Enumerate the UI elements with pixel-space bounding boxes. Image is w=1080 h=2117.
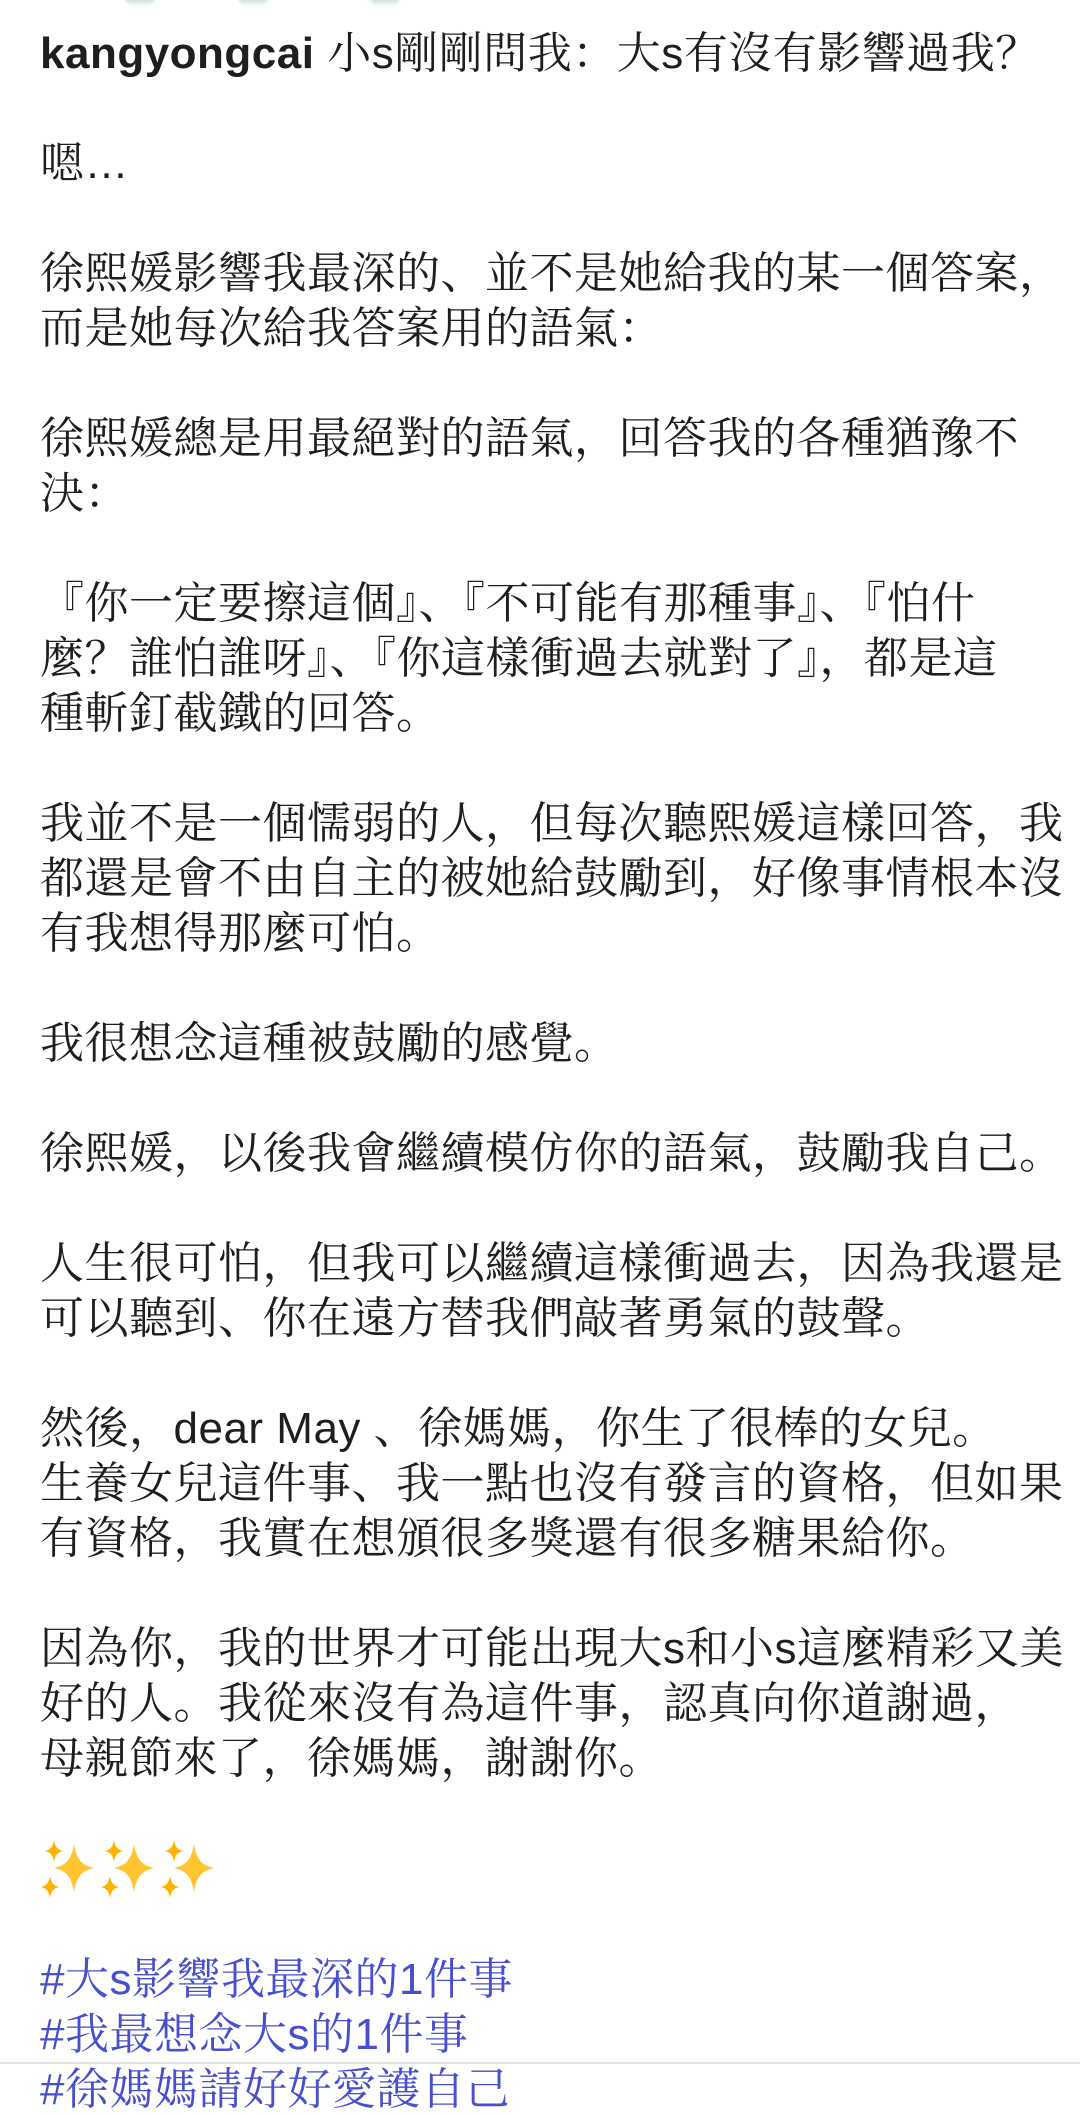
caption-text-line: 生養女兒這件事、我一點也沒有發言的資格，但如果 <box>40 1459 1064 1508</box>
caption-text-line: 可以聽到、你在遠方替我們敲著勇氣的鼓聲。 <box>40 1294 930 1343</box>
caption-text-line: 嗯… <box>40 139 129 188</box>
caption-paragraph <box>40 1621 1064 1786</box>
caption-text-line: 『你一定要擦這個』、『不可能有那種事』、『怕什 <box>40 579 976 628</box>
caption-paragraph <box>40 1126 1064 1181</box>
cutoff-emoji-remnant <box>40 0 1050 10</box>
cutoff-emoji-remnant-1 <box>125 0 155 6</box>
sparkles-icon <box>40 1838 98 1900</box>
caption-paragraph <box>40 246 1064 356</box>
caption-text-line: 有資格，我實在想頒很多獎還有很多糖果給你。 <box>40 1514 975 1563</box>
caption-paragraph <box>40 1401 1064 1566</box>
caption-text-line: 然後，dear May 、徐媽媽，你生了很棒的女兒。 <box>40 1404 997 1453</box>
caption-text-line: 而是她每次給我答案用的語氣： <box>40 304 663 353</box>
hashtag-block <box>40 1952 1050 2117</box>
hashtag-link-2[interactable]: #我最想念大s的1件事 <box>40 2010 469 2059</box>
username-link[interactable]: kangyongcai <box>40 29 315 78</box>
caption-paragraph <box>40 1016 1050 1071</box>
caption-paragraph <box>40 136 1050 191</box>
caption-text-line: 我很想念這種被鼓勵的感覺。 <box>40 1019 619 1068</box>
caption-intro-text: 小s剛剛問我：大s有沒有影響過我？ <box>327 29 1040 78</box>
sparkles-icon <box>160 1838 218 1900</box>
caption-text-line: 種斬釘截鐵的回答。 <box>40 689 441 738</box>
caption-paragraph <box>40 411 1050 521</box>
caption-text-line: 人生很可怕，但我可以繼續這樣衝過去，因為我還是 <box>40 1239 1064 1288</box>
caption-paragraph <box>40 796 1064 961</box>
hashtag-link-1[interactable]: #大s影響我最深的1件事 <box>40 1955 513 2004</box>
caption-text-line: 徐熙媛影響我最深的、並不是她給我的某一個答案， <box>40 249 1064 298</box>
caption-first-line <box>40 26 1050 81</box>
caption-text-line: 因為你，我的世界才可能出現大s和小s這麼精彩又美 <box>40 1624 1064 1673</box>
hashtag-link-3[interactable]: #徐媽媽請好好愛護自己 <box>40 2065 510 2114</box>
caption-text-line: 都還是會不由自主的被她給鼓勵到，好像事情根本沒 <box>40 854 1064 903</box>
caption-text-line: 麼？誰怕誰呀』、『你這樣衝過去就對了』，都是這 <box>40 634 998 683</box>
caption-text-line: 我並不是一個懦弱的人，但每次聽熙媛這樣回答，我 <box>40 799 1064 848</box>
caption-text-line: 好的人。我從來沒有為這件事，認真向你道謝過， <box>40 1679 1019 1728</box>
caption-text-line: 母親節來了，徐媽媽，謝謝你。 <box>40 1734 663 1783</box>
sparkles-icon <box>100 1838 158 1900</box>
caption-paragraph <box>40 576 1050 741</box>
sparkles-emoji-row <box>40 1838 1050 1900</box>
caption-paragraph <box>40 1236 1064 1346</box>
bottom-cutoff-divider <box>0 2062 1080 2064</box>
cutoff-emoji-remnant-3 <box>370 0 400 6</box>
caption-text-line: 有我想得那麼可怕。 <box>40 909 441 958</box>
cutoff-emoji-remnant-2 <box>238 0 268 6</box>
caption-text-line: 徐熙媛總是用最絕對的語氣，回答我的各種猶豫不 <box>40 414 1019 463</box>
caption-text-line: 決： <box>40 469 129 518</box>
caption-text-line: 徐熙媛，以後我會繼續模仿你的語氣，鼓勵我自己。 <box>40 1129 1064 1178</box>
